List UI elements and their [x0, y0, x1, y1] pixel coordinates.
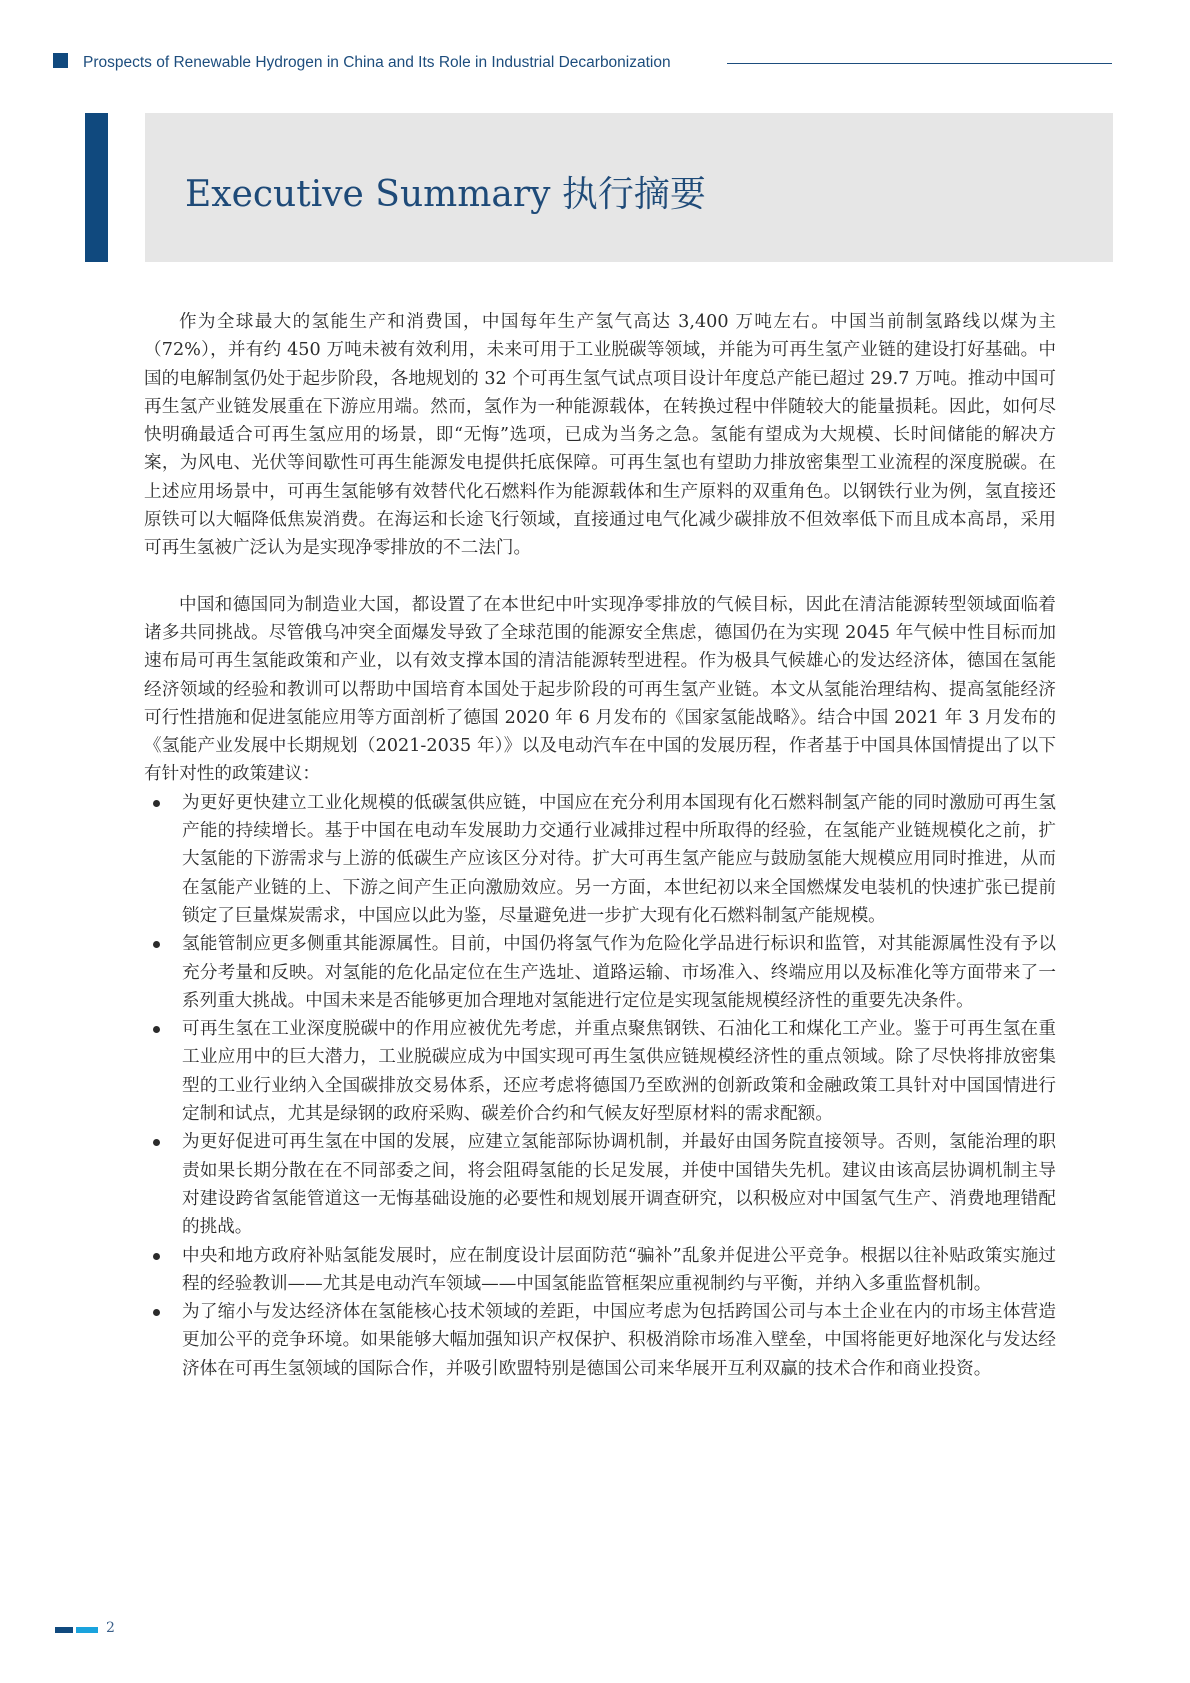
list-item: [144, 789, 1056, 930]
bullet-icon: [153, 1253, 160, 1260]
footer-bar-dark: [55, 1627, 73, 1633]
list-item-text: 为更好促进可再生氢在中国的发展，应建立氢能部际协调机制，并最好由国务院直接领导。否则，氢能治理的职责如果长期分散在在不同部委之间，将会阻碍氢能的长足发展，并使中国错失先机。建议由该高层协调机制主导对建设跨省氢能管道这一无悔基础设施的必要性和规划展开调查研究，以积极应对中国氢气生产、消费地理错配的挑战。: [182, 1132, 1056, 1238]
list-item-text: 中央和地方政府补贴氢能发展时，应在制度设计层面防范“骗补”乱象并促进公平竞争。根据以往补贴政策实施过程的经验教训——尤其是电动汽车领域——中国氢能监管框架应重视制约与平衡，并纳入多重监督机制。: [182, 1245, 1056, 1294]
footer-bar-light: [76, 1627, 98, 1633]
bullet-icon: [153, 800, 160, 807]
list-item: [144, 1242, 1056, 1299]
bullet-icon: [153, 1026, 160, 1033]
header-rule: [727, 63, 1112, 64]
section-title: Executive Summary 执行摘要: [185, 174, 706, 215]
list-item-text: 为了缩小与发达经济体在氢能核心技术领域的差距，中国应考虑为包括跨国公司与本土企业在内的市场主体营造更加公平的竞争环境。如果能够大幅加强知识产权保护、积极消除市场准入壁垒，中国将能更好地深化与发达经济体在可再生氢领域的国际合作，并吸引欧盟特别是德国公司来华展开互利双赢的技术合作和商业投资。: [182, 1302, 1056, 1379]
header-marker: [53, 53, 68, 68]
list-item-text: 为更好更快建立工业化规模的低碳氢供应链，中国应在充分利用本国现有化石燃料制氢产能的同时激励可再生氢产能的持续增长。基于中国在电动车发展助力交通行业减排过程中所取得的经验，在氢能产业链规模化之前，扩大氢能的下游需求与上游的低碳生产应该区分对待。扩大可再生氢产能应与鼓励氢能大规模应用同时推进，从而在氢能产业链的上、下游之间产生正向激励效应。另一方面，本世纪初以来全国燃煤发电装机的快速扩张已提前锁定了巨量煤炭需求，中国应以此为鉴，尽量避免进一步扩大现有化石燃料制氢产能规模。: [182, 792, 1056, 926]
bullet-icon: [153, 941, 160, 948]
paragraph: 中国和德国同为制造业大国，都设置了在本世纪中叶实现净零排放的气候目标，因此在清洁能源转型领域面临着诸多共同挑战。尽管俄乌冲突全面爆发导致了全球范围的能源安全焦虑，德国仍在为实现 2045 年气候中性目标而加速布局可再生氢能政策和产业，以有效支撑本国的清洁能源转型进程。作为极具气候雄心的发达经济体，德国在氢能经济领域的经验和教训可以帮助中国培育本国处于起步阶段的可再生氢产业链。本文从氢能治理结构、提高氢能经济可行性措施和促进氢能应用等方面剖析了德国 2020 年 6 月发布的《国家氢能战略》。结合中国 2021 年 3 月发布的《氢能产业发展中长期规划（2021-2035 年）》以及电动汽车在中国的发展历程，作者基于中国具体国情提出了以下有针对性的政策建议：: [144, 594, 1056, 785]
list-item-text: 氢能管制应更多侧重其能源属性。目前，中国仍将氢气作为危险化学品进行标识和监管，对其能源属性没有予以充分考量和反映。对氢能的危化品定位在生产选址、道路运输、市场准入、终端应用以及标准化等方面带来了一系列重大挑战。中国未来是否能够更加合理地对氢能进行定位是实现氢能规模经济性的重要先决条件。: [182, 934, 1056, 1011]
title-accent-bar: [85, 113, 108, 262]
paragraph: 作为全球最大的氢能生产和消费国，中国每年生产氢气高达 3,400 万吨左右。中国当前制氢路线以煤为主（72%），并有约 450 万吨未被有效利用，未来可用于工业脱碳等领域，并能为可再生氢产业链的建设打好基础。中国的电解制氢仍处于起步阶段，各地规划的 32 个可再生氢气试点项目设计年度总产能已超过 29.7 万吨。推动中国可再生氢产业链发展重在下游应用端。然而，氢作为一种能源载体，在转换过程中伴随较大的能量损耗。因此，如何尽快明确最适合可再生氢应用的场景，即“无悔”选项，已成为当务之急。氢能有望成为大规模、长时间储能的解决方案，为风电、光伏等间歇性可再生能源发电提供托底保障。可再生氢也有望助力排放密集型工业流程的深度脱碳。在上述应用场景中，可再生氢能够有效替代化石燃料作为能源载体和生产原料的双重角色。以钢铁行业为例，氢直接还原铁可以大幅降低焦炭消费。在海运和长途飞行领域，直接通过电气化减少碳排放不但效率低下而且成本高昂，采用可再生氢被广泛认为是实现净零排放的不二法门。: [144, 312, 1056, 559]
bullet-icon: [153, 1309, 160, 1316]
running-header: Prospects of Renewable Hydrogen in China and Its Role in Industrial Decarbonization: [83, 54, 671, 71]
bullet-icon: [153, 1139, 160, 1146]
list-item-text: 可再生氢在工业深度脱碳中的作用应被优先考虑，并重点聚焦钢铁、石油化工和煤化工产业。鉴于可再生氢在重工业应用中的巨大潜力，工业脱碳应成为中国实现可再生氢供应链规模经济性的重点领域。除了尽快将排放密集型的工业行业纳入全国碳排放交易体系，还应考虑将德国乃至欧洲的创新政策和金融政策工具针对中国国情进行定制和试点，尤其是绿钢的政府采购、碳差价合约和气候友好型原材料的需求配额。: [182, 1019, 1056, 1125]
list-item: [144, 1015, 1056, 1128]
list-item: [144, 1298, 1056, 1383]
body-text: [144, 308, 1056, 1383]
list-item: [144, 1128, 1056, 1241]
policy-recommendations-list: [144, 789, 1056, 1383]
page-number: 2: [106, 1620, 115, 1636]
list-item: [144, 930, 1056, 1015]
